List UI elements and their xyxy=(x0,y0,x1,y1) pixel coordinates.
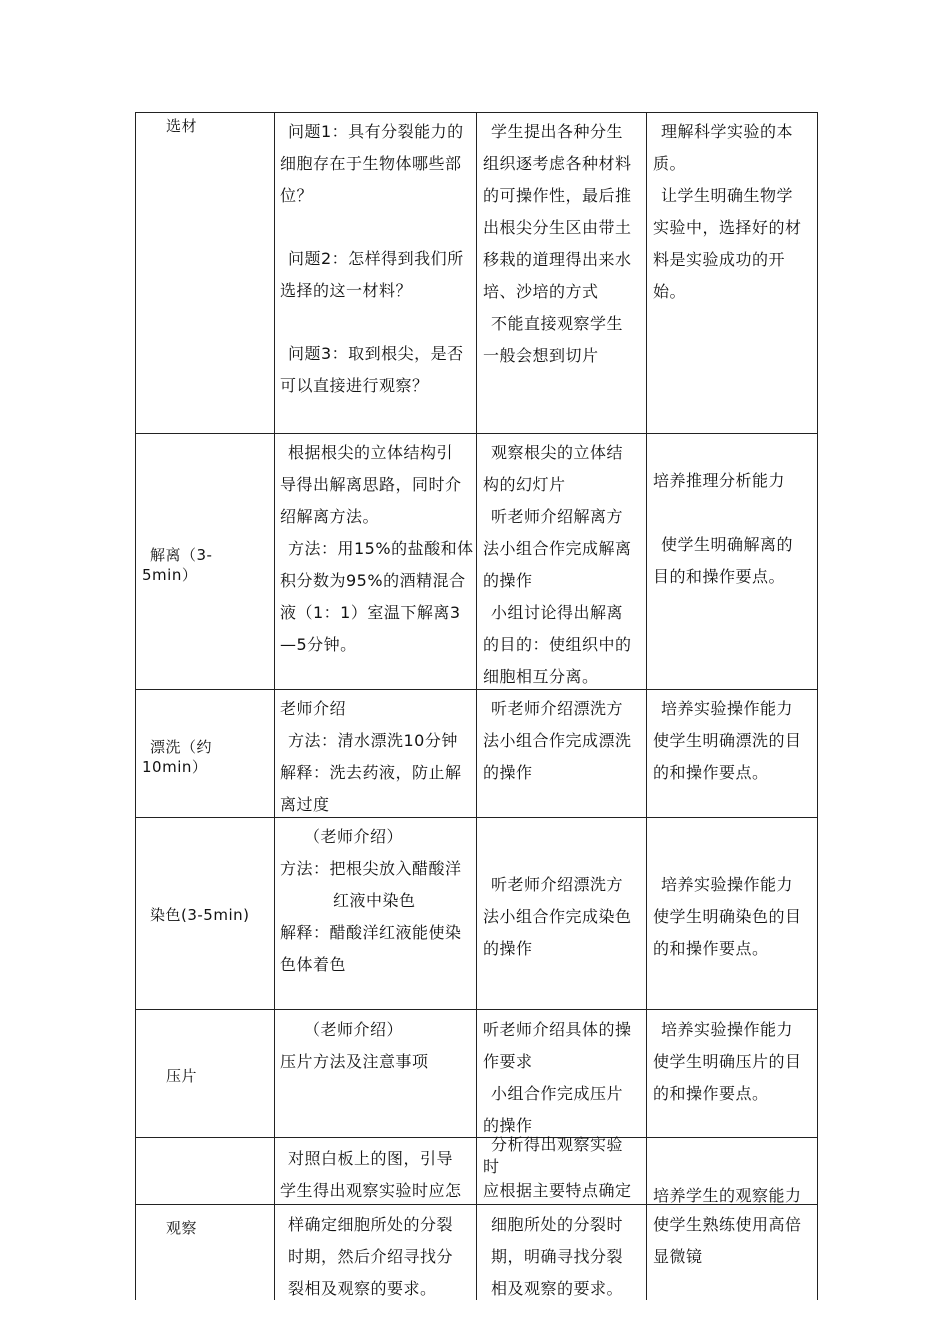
purpose-line: 实验中，选择好的材 xyxy=(653,218,802,237)
student-line: 构的幻灯片 xyxy=(483,475,566,494)
student-line: 的可操作性，最后推 xyxy=(483,186,632,205)
student-line: 听老师介绍漂洗方 xyxy=(491,875,624,894)
teacher-line: 时期，然后介绍寻找分 xyxy=(288,1247,454,1266)
student-line: 出根尖分生区由带土 xyxy=(483,218,632,237)
student-line: 的操作 xyxy=(483,939,533,958)
purpose-line: 始。 xyxy=(653,282,687,301)
stage-label: 压片 xyxy=(166,1067,198,1085)
teacher-line: （老师介绍） xyxy=(304,1020,404,1039)
row-divider-2 xyxy=(135,689,818,690)
teacher-line: 老师介绍 xyxy=(280,699,347,718)
purpose-line: 理解科学实验的本 xyxy=(661,122,794,141)
row-divider-4 xyxy=(135,1009,818,1010)
teacher-line: 离过度 xyxy=(280,795,330,814)
purpose-line: 培养实验操作能力 xyxy=(661,699,794,718)
student-line: 期，明确寻找分裂 xyxy=(491,1247,624,1266)
teacher-line: 色体着色 xyxy=(280,955,347,974)
table-border-top xyxy=(135,112,818,113)
student-line: 移栽的道理得出来水 xyxy=(483,250,632,269)
teacher-line: 可以直接进行观察？ xyxy=(280,376,429,395)
teacher-line: 红液中染色 xyxy=(333,891,416,910)
student-line: 的操作 xyxy=(483,571,533,590)
col-divider-1 xyxy=(274,112,275,1300)
row-divider-5 xyxy=(135,1137,818,1138)
student-line: 小组讨论得出解离 xyxy=(491,603,624,622)
student-line: 的操作 xyxy=(483,763,533,782)
table-border-right xyxy=(817,112,818,1300)
stage-label: 10min） xyxy=(142,758,208,776)
purpose-line: 使学生熟练使用高倍 xyxy=(653,1215,802,1234)
teacher-line: 学生得出观察实验时应怎 xyxy=(280,1181,462,1200)
purpose-line: 培养实验操作能力 xyxy=(661,875,794,894)
teacher-line: 解释：醋酸洋红液能使染 xyxy=(280,923,462,942)
purpose-line: 使学生明确解离的 xyxy=(661,535,794,554)
teacher-line: 问题1：具有分裂能力的 xyxy=(288,122,464,141)
purpose-line: 料是实验成功的开 xyxy=(653,250,786,269)
stage-label: 5min） xyxy=(142,566,198,584)
teacher-line: 积分数为95%的酒精混合 xyxy=(280,571,466,590)
teacher-line: 导得出解离思路，同时介 xyxy=(280,475,462,494)
student-line: 作要求 xyxy=(483,1052,533,1071)
col-divider-2 xyxy=(476,112,477,1300)
purpose-line: 培养实验操作能力 xyxy=(661,1020,794,1039)
stage-label: 漂洗（约 xyxy=(150,738,213,756)
student-line: 应根据主要特点确定 xyxy=(483,1181,632,1200)
purpose-line: 培养推理分析能力 xyxy=(653,471,786,490)
student-line: 培、沙培的方式 xyxy=(483,282,599,301)
student-line: 法小组合作完成漂洗 xyxy=(483,731,632,750)
purpose-line: 的和操作要点。 xyxy=(653,939,769,958)
teacher-line: 细胞存在于生物体哪些部 xyxy=(280,154,462,173)
col-divider-3 xyxy=(646,112,647,1300)
teacher-line: 方法：用15%的盐酸和体 xyxy=(288,539,474,558)
page-break-line xyxy=(135,1204,818,1205)
teacher-line: 液（1：1）室温下解离3 xyxy=(280,603,461,622)
student-line: 听老师介绍漂洗方 xyxy=(491,699,624,718)
student-line: 不能直接观察学生 xyxy=(491,314,624,333)
student-line: 小组合作完成压片 xyxy=(491,1084,624,1103)
purpose-line: 质。 xyxy=(653,154,687,173)
student-line: 的操作 xyxy=(483,1116,533,1135)
student-line: 细胞所处的分裂时 xyxy=(491,1215,624,1234)
student-line: 一般会想到切片 xyxy=(483,346,599,365)
teacher-line: 选择的这一材料？ xyxy=(280,281,413,300)
student-line: 时 xyxy=(483,1157,500,1176)
purpose-line: 培养学生的观察能力 xyxy=(653,1186,802,1204)
row-divider-1 xyxy=(135,433,818,434)
student-line: 相及观察的要求。 xyxy=(491,1279,624,1298)
student-line: 组织逐考虑各种材料 xyxy=(483,154,632,173)
student-line: 观察根尖的立体结 xyxy=(491,443,624,462)
teacher-line: （老师介绍） xyxy=(304,827,404,846)
stage-label: 观察 xyxy=(166,1219,198,1237)
teacher-line: 绍解离方法。 xyxy=(280,507,380,526)
teacher-line: 裂相及观察的要求。 xyxy=(288,1279,437,1298)
teacher-line: 问题3：取到根尖，是否 xyxy=(288,344,464,363)
stage-label: 解离（3- xyxy=(150,546,213,564)
purpose-line: 让学生明确生物学 xyxy=(661,186,794,205)
stage-label: 选材 xyxy=(166,117,198,135)
row-divider-3 xyxy=(135,817,818,818)
teacher-line: 位？ xyxy=(280,186,314,205)
teacher-line: 对照白板上的图，引导 xyxy=(288,1149,454,1168)
stage-label: 染色(3-5min) xyxy=(150,906,250,924)
teacher-line: 样确定细胞所处的分裂 xyxy=(288,1215,454,1234)
purpose-line: 的和操作要点。 xyxy=(653,763,769,782)
student-line: 分析得出观察实验 xyxy=(491,1135,624,1154)
student-line: 听老师介绍具体的操 xyxy=(483,1020,632,1039)
purpose-line: 使学生明确压片的目 xyxy=(653,1052,802,1071)
student-line: 细胞相互分离。 xyxy=(483,667,599,686)
teacher-line: 方法：把根尖放入醋酸洋 xyxy=(280,859,462,878)
table-border-left xyxy=(135,112,136,1300)
student-line: 法小组合作完成解离 xyxy=(483,539,632,558)
teacher-line: 解释：洗去药液，防止解 xyxy=(280,763,462,782)
student-line: 法小组合作完成染色 xyxy=(483,907,632,926)
purpose-line: 使学生明确染色的目 xyxy=(653,907,802,926)
teacher-line: —5分钟。 xyxy=(280,635,357,654)
teacher-line: 问题2：怎样得到我们所 xyxy=(288,249,464,268)
student-line: 听老师介绍解离方 xyxy=(491,507,624,526)
purpose-line: 目的和操作要点。 xyxy=(653,567,786,586)
teacher-line: 根据根尖的立体结构引 xyxy=(288,443,454,462)
purpose-line: 使学生明确漂洗的目 xyxy=(653,731,802,750)
purpose-line: 的和操作要点。 xyxy=(653,1084,769,1103)
purpose-line: 显微镜 xyxy=(653,1247,703,1266)
student-line: 学生提出各种分生 xyxy=(491,122,624,141)
student-line: 的目的：使组织中的 xyxy=(483,635,632,654)
teacher-line: 压片方法及注意事项 xyxy=(280,1052,429,1071)
teacher-line: 方法：清水漂洗10分钟 xyxy=(288,731,458,750)
